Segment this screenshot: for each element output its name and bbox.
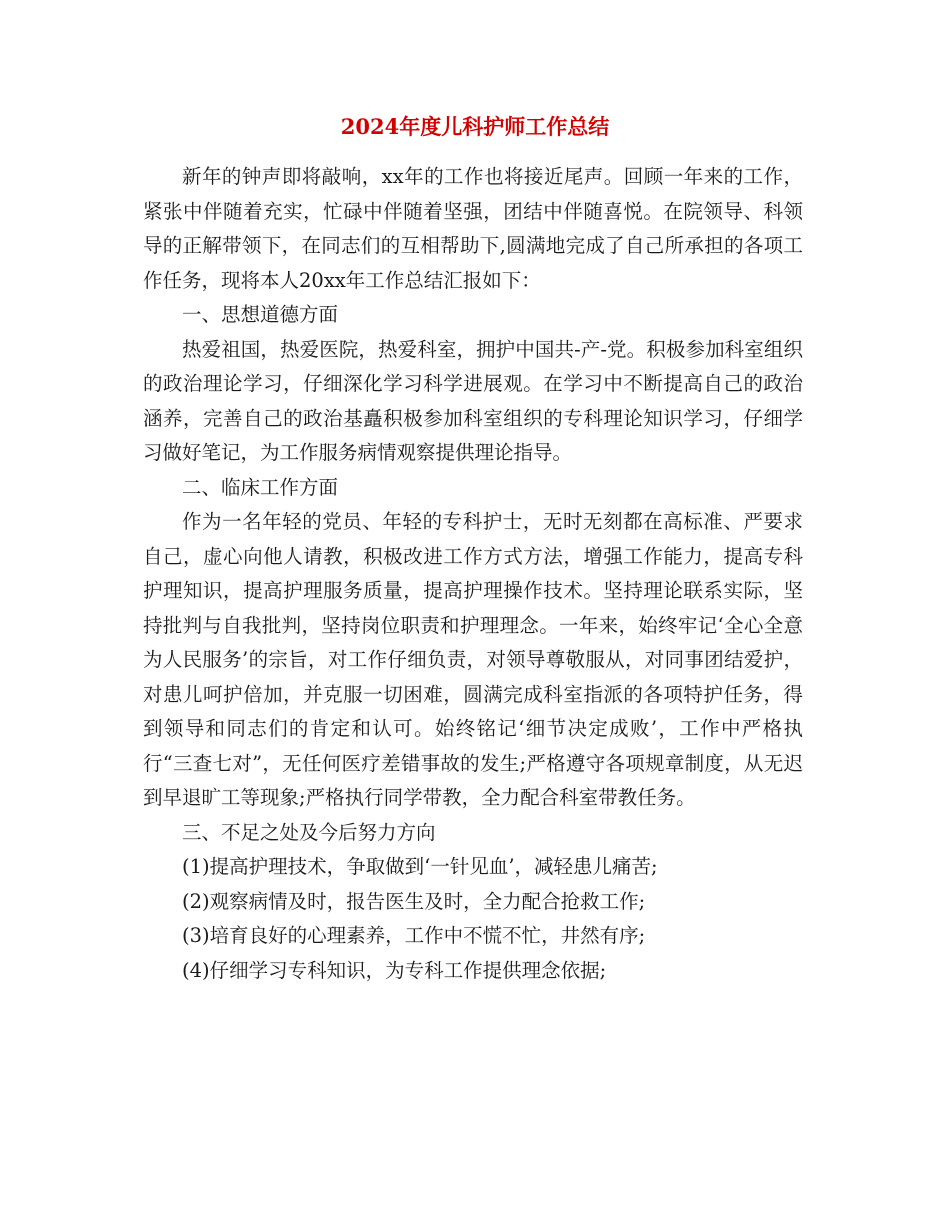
section-heading-ideology: 一、思想道德方面: [182, 303, 339, 326]
section-heading-clinical: 二、临床工作方面: [182, 475, 339, 499]
list-item: (3)培育良好的心理素养，工作中不慌不忙，井然有序;: [182, 924, 646, 947]
document-body: [143, 160, 803, 988]
section-heading-improvement: 三、不足之处及今后努力方向: [182, 820, 436, 844]
section-paragraph-ideology: 热爱祖国，热爱医院，热爱科室，拥护中国共-产-党。积极参加科室组织的政治理论学习，仔细深化学习科学进展观。在学习中不断提高自己的政治涵养，完善自己的政治基矗积极参加科室组织的专科理论知识学习，仔细学习做好笔记，为工作服务病情观察提供理论指导。: [143, 337, 803, 464]
section-paragraph-clinical: 作为一名年轻的党员、年轻的专科护士，无时无刻都在高标准、严要求自己，虚心向他人请教，积极改进工作方式方法，增强工作能力，提高专科护理知识，提高护理服务质量，提高护理操作技术。坚持理论联系实际，坚持批判与自我批判，坚持岗位职责和护理理念。一年来，始终牢记‘全心全意为人民服务’的宗旨，对工作仔细负责，对领导尊敬服从，对同事团结爱护，对患儿呵护倍加，并克服一切困难，圆满完成科室指派的各项特护任务，得到领导和同志们的肯定和认可。始终铭记‘细节决定成败’，工作中严格执行“三查七对”，无任何医疗差错事故的发生;严格遵守各项规章制度，从无迟到早退旷工等现象;严格执行同学带教，全力配合科室带教任务。: [143, 510, 803, 809]
list-item: (2)观察病情及时，报告医生及时，全力配合抢救工作;: [182, 889, 646, 913]
document-title: 2024年度儿科护师工作总结: [340, 114, 610, 139]
list-item: (4)仔细学习专科知识，为专科工作提供理念依据;: [182, 958, 607, 982]
intro-paragraph: 新年的钟声即将敲响，xx年的工作也将接近尾声。回顾一年来的工作，紧张中伴随着充实，忙碌中伴随着坚强，团结中伴随喜悦。在院领导、科领导的正解带领下，在同志们的互相帮助下,圆满地完成了自己所承担的各项工作任务，现将本人20xx年工作总结汇报如下：: [143, 165, 803, 292]
list-item: (1)提高护理技术，争取做到‘一针见血’，减轻患儿痛苦;: [182, 855, 658, 878]
